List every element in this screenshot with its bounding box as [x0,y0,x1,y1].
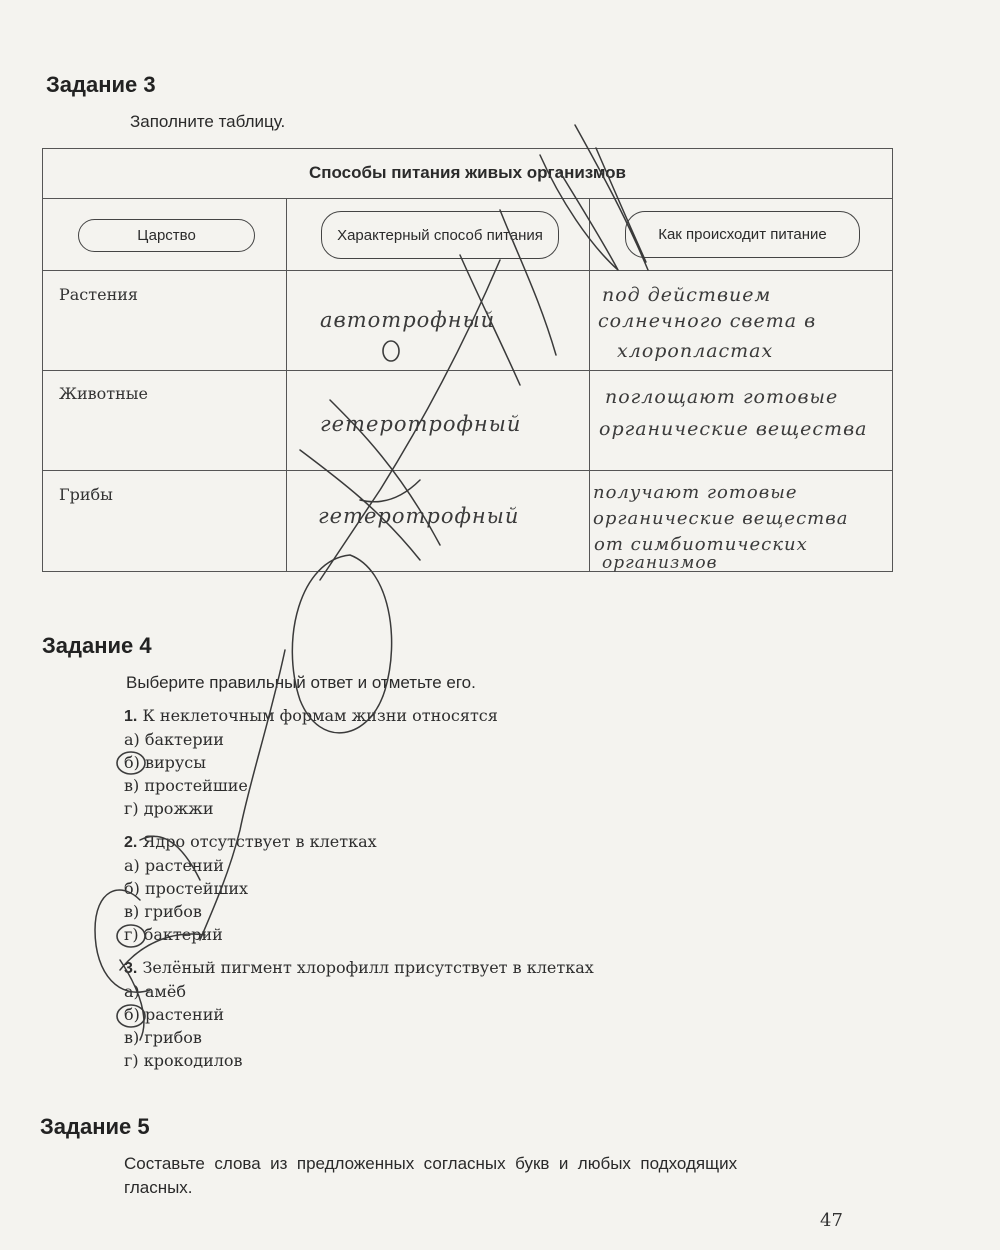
answer-how-animals-line1: поглощают готовые [605,386,839,408]
q3-option-a[interactable]: а) амёб [124,982,186,1001]
answer-method-animals: гетеротрофный [320,412,522,436]
q1-option-b[interactable]: б) вирусы [124,753,206,772]
scribble-mark [95,125,648,1040]
answer-how-animals-line2: органические вещества [599,418,868,440]
task5-instruction-line1: Составьте слова из предложенных согласных букв и любых подходящих [124,1154,738,1173]
answer-circle-q1 [117,752,145,774]
q1-option-d[interactable]: г) дрожжи [124,799,214,818]
scribble-stroke-6 [360,480,420,502]
row-kingdom-fungi: Грибы [59,485,113,504]
row-kingdom-animals: Животные [59,384,148,403]
answer-how-plants-line3: хлоропластах [617,340,774,362]
q2-option-d[interactable]: г) бактерий [124,925,223,944]
header-kingdom: Царство [78,219,255,252]
task5-instruction-line2: гласных. [124,1178,193,1197]
task4-heading: Задание 4 [42,633,152,658]
answer-method-plants: автотрофный [320,308,496,332]
question-1-number: 1. [124,708,138,725]
question-1-text: К неклеточным формам жизни относятся [142,706,498,725]
question-3-number: 3. [124,960,138,977]
answer-circle-q3 [117,1005,145,1027]
answer-circle-q2 [117,925,145,947]
answer-how-plants-line2: солнечного света в [598,310,817,332]
task3-instruction: Заполните таблицу. [130,112,286,131]
q1-option-c[interactable]: в) простейшие [124,776,248,795]
scribble-stroke-10 [95,890,150,992]
answer-how-fungi-line1: получают готовые [593,482,798,503]
scribble-stroke-8 [200,650,285,940]
q2-option-b[interactable]: б) простейших [124,879,249,898]
row-kingdom-plants: Растения [59,285,139,304]
page-number: 47 [820,1210,843,1231]
answer-how-fungi-line3: от симбиотических [594,534,808,555]
header-method: Характерный способ питания [321,211,559,259]
answer-how-fungi-line2: органические вещества [593,508,849,529]
scribble-stroke-4 [320,260,500,580]
q2-option-a[interactable]: а) растений [124,856,224,875]
task4-instruction: Выберите правильный ответ и отметьте его. [126,673,476,692]
scribble-stroke-7 [292,555,391,733]
header-how: Как происходит питание [625,211,860,258]
question-2-text: Ядро отсутствует в клетках [142,832,377,851]
task5-heading: Задание 5 [40,1114,150,1139]
q3-option-d[interactable]: г) крокодилов [124,1051,243,1070]
q3-option-b[interactable]: б) растений [124,1005,225,1024]
q2-option-c[interactable]: в) грибов [124,902,202,921]
answer-how-fungi-line4: организмов [602,553,718,573]
pencil-o-mark [383,341,399,361]
answer-method-fungi: гетеротрофный [318,504,520,528]
task3-heading: Задание 3 [46,72,156,97]
q3-option-c[interactable]: в) грибов [124,1028,202,1047]
scribble-stroke-11 [120,960,144,1040]
q1-option-a[interactable]: а) бактерии [124,730,224,749]
scribble-stroke-9 [120,836,205,970]
scribble-stroke-1 [575,125,648,270]
question-2-number: 2. [124,834,138,851]
answer-how-plants-line1: под действием [602,284,772,306]
scribble-stroke-3 [460,210,556,385]
table-title: Способы питания живых организмов [308,163,627,182]
question-3-text: Зелёный пигмент хлорофилл присутствует в клетках [142,958,594,977]
